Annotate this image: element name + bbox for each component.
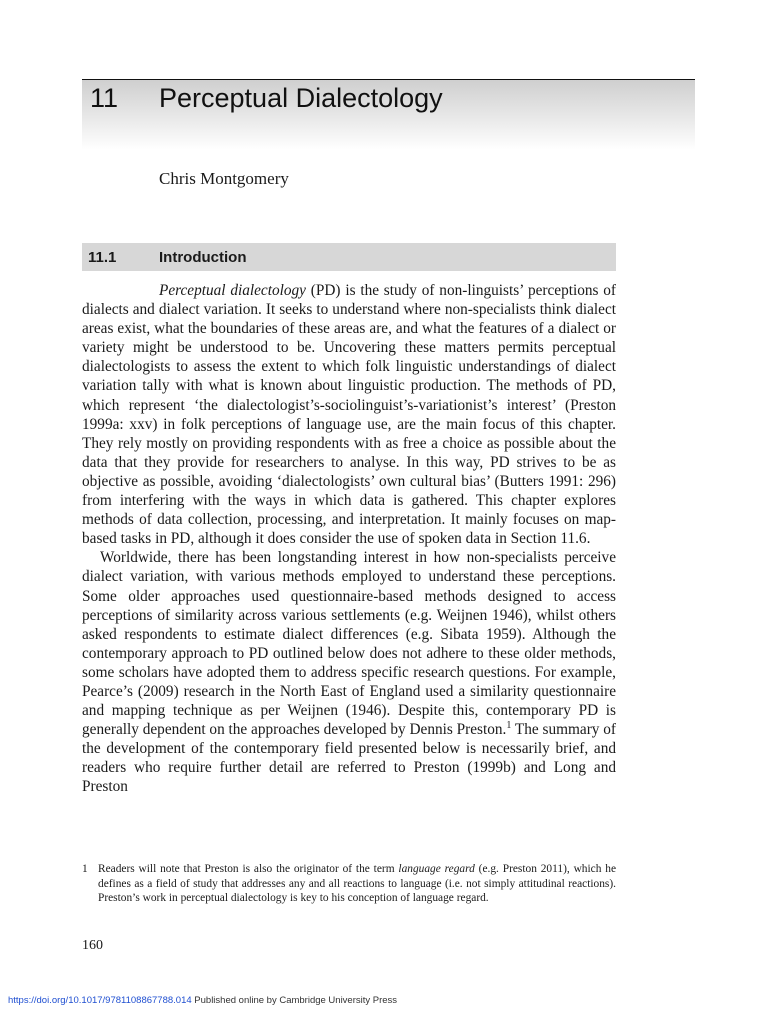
paragraph-1-term: Perceptual dialectology [159,282,306,299]
paragraph-2-text-b: The summary of the development of the contemporary field presented below is necessarily brief, and readers who require further detail are referred to Preston (1999b) and Long and Preston [82,721,617,796]
footnote-text-a: Readers will note that Preston is also the originator of the term [98,863,399,875]
chapter-number: 11 [90,83,119,113]
footnote-reference[interactable]: 1 [506,720,512,732]
section-number: 11.1 [88,249,117,266]
footnote-term: language regard [398,863,475,875]
chapter-author: Chris Montgomery [159,169,289,188]
body-text [82,281,616,797]
paragraph-2-text-a: Worldwide, there has been longstanding interest in how non-specialists perceive dialect variation, with various methods employed to understand these perceptions. Some older approaches used questionnaire-based methods designed to access perceptions of similarity across various settlements (e.g. Weijnen 1946), whilst others asked respondents to estimate dialect differences (e.g. Sibata 1959). Although the contemporary approach to PD outlined below does not adhere to these older methods, some scholars have adopted them to address specific research questions. For example, Pearce’s (2009) research in the North East of England used a similarity questionnaire and mapping technique as per Weijnen (1946). Despite this, contemporary PD is generally dependent on the approaches developed by Dennis Preston. [82,549,616,739]
footnote [82,862,616,906]
footnote-text-b: (e.g. Preston 2011), which he defines as a field of study that addresses any and all reactions to language (i.e. not simply attitudinal reactions). Preston’s work in perceptual dialectology is key to his conception of language regard. [98,863,617,905]
footnote-number: 1 [82,863,88,875]
section-title: Introduction [159,249,247,266]
page-number: 160 [82,938,103,953]
paragraph-1 [82,281,616,548]
paragraph-1-text: (PD) is the study of non-linguists’ perceptions of dialects and dialect variation. It seeks to understand where non-specialists think dialect areas exist, what the boundaries of these areas are, and what the features of a dialect or variety might be understood to be. Uncovering these matters permits perceptual dialectologists to assess the extent to which folk linguistic understandings of dialect variation tally with what is known about linguistic production. The methods of PD, which represent ‘the dialectologist’s-sociolinguist’s-variationist’s interest’ (Preston 1999a: xxv) in folk perceptions of language use, are the main focus of this chapter. They rely mostly on providing respondents with as free a choice as possible about the data that they provide for researchers to analyse. In this way, PD strives to be as objective as possible, avoiding ‘dialectologists’ own cultural bias’ (Butters 1991: 296) from interfering with the ways in which data is gathered. This chapter explores methods of data collection, processing, and interpretation. It mainly focuses on map-based tasks in PD, although it does consider the use of spoken data in Section 11.6. [82,282,617,548]
publisher-note: Published online by Cambridge University Press [191,995,398,1006]
paragraph-2 [82,548,616,796]
footer-line [8,994,397,1007]
footnote-text [98,862,616,906]
chapter-title: Perceptual Dialectology [159,83,443,113]
doi-link[interactable]: https://doi.org/10.1017/9781108867788.014 [8,995,192,1006]
